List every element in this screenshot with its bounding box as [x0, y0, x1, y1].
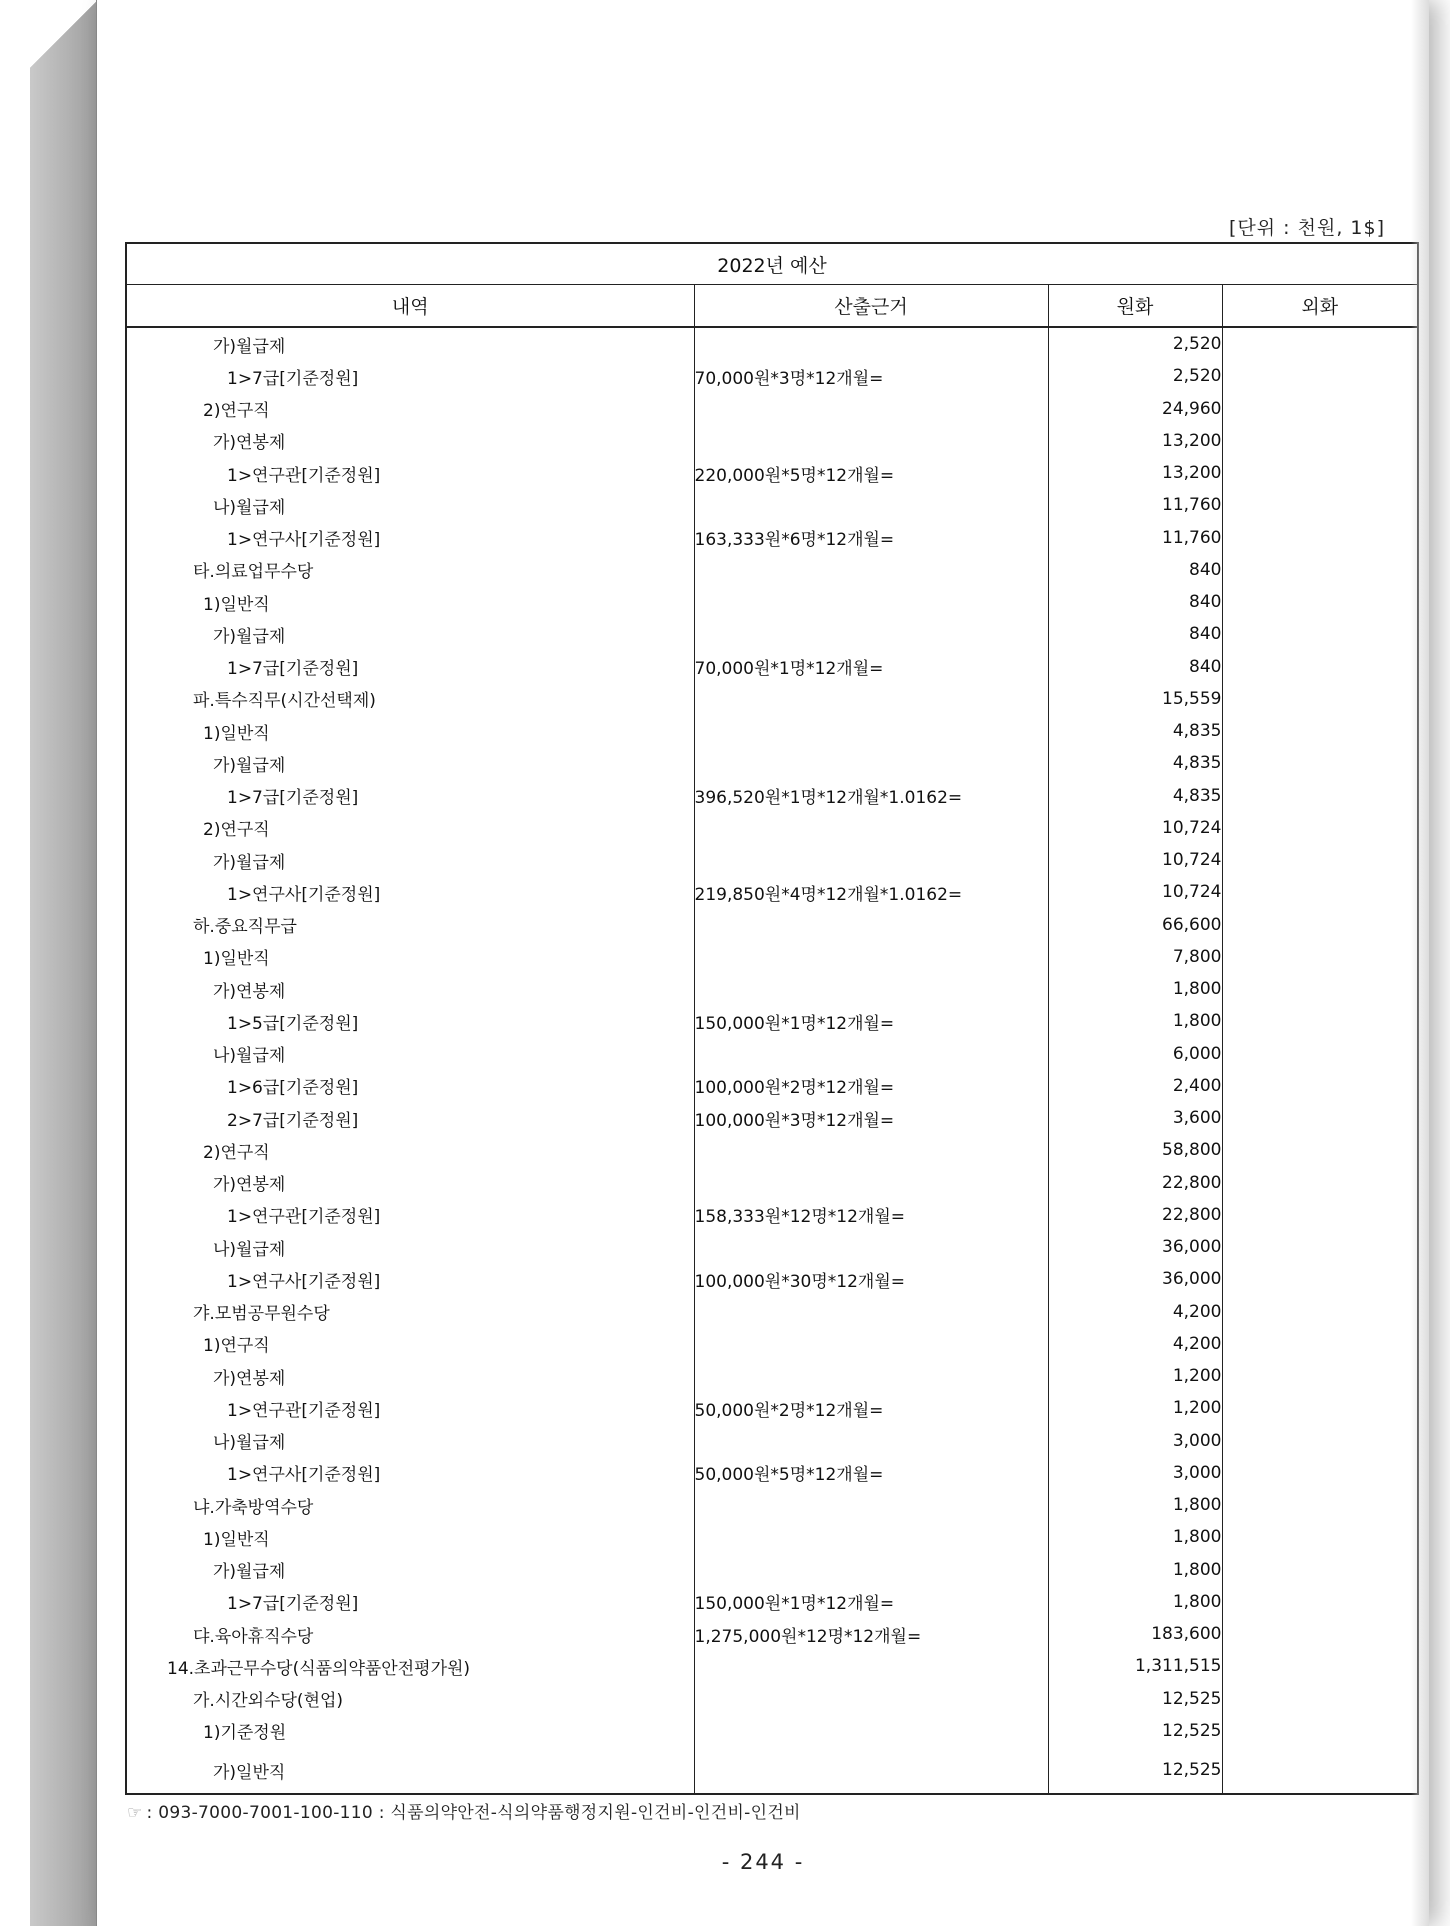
table-row — [126, 812, 1418, 844]
row-foreign — [1222, 651, 1418, 683]
row-krw: 3,600 — [1048, 1102, 1222, 1134]
row-desc: 1>연구관[기준정원] — [126, 457, 694, 489]
table-row — [126, 747, 1418, 779]
row-basis — [694, 941, 1048, 973]
table-row — [126, 1005, 1418, 1037]
table-row — [126, 941, 1418, 973]
row-basis — [694, 1747, 1048, 1794]
row-desc: 1)일반직 — [126, 1521, 694, 1553]
row-krw: 1,200 — [1048, 1392, 1222, 1424]
row-basis — [694, 1489, 1048, 1521]
row-krw: 24,960 — [1048, 393, 1222, 425]
row-krw: 7,800 — [1048, 941, 1222, 973]
row-krw: 3,000 — [1048, 1457, 1222, 1489]
row-desc: 가.시간외수당(현업) — [126, 1683, 694, 1715]
book-spine — [30, 0, 96, 1926]
row-basis: 396,520원*1명*12개월*1.0162= — [694, 780, 1048, 812]
row-krw: 4,835 — [1048, 715, 1222, 747]
row-foreign — [1222, 489, 1418, 521]
row-basis: 100,000원*2명*12개월= — [694, 1070, 1048, 1102]
table-row — [126, 1199, 1418, 1231]
row-foreign — [1222, 1521, 1418, 1553]
row-krw: 10,724 — [1048, 876, 1222, 908]
table-row — [126, 1747, 1418, 1794]
row-krw: 3,000 — [1048, 1425, 1222, 1457]
row-krw: 1,311,515 — [1048, 1650, 1222, 1682]
table-header-row — [126, 285, 1418, 328]
table-row — [126, 457, 1418, 489]
row-foreign — [1222, 1070, 1418, 1102]
row-basis — [694, 1650, 1048, 1682]
row-krw: 10,724 — [1048, 844, 1222, 876]
table-row — [126, 1618, 1418, 1650]
row-desc: 1>7급[기준정원] — [126, 360, 694, 392]
row-foreign — [1222, 683, 1418, 715]
row-desc: 가)연봉제 — [126, 425, 694, 457]
table-row — [126, 327, 1418, 360]
row-krw: 15,559 — [1048, 683, 1222, 715]
row-desc: 댜.육아휴직수당 — [126, 1618, 694, 1650]
row-foreign — [1222, 1650, 1418, 1682]
row-basis: 100,000원*3명*12개월= — [694, 1102, 1048, 1134]
row-basis: 50,000원*5명*12개월= — [694, 1457, 1048, 1489]
row-krw: 13,200 — [1048, 457, 1222, 489]
row-basis: 50,000원*2명*12개월= — [694, 1392, 1048, 1424]
row-krw: 11,760 — [1048, 522, 1222, 554]
row-desc: 1>7급[기준정원] — [126, 1586, 694, 1618]
row-basis — [694, 1231, 1048, 1263]
row-basis — [694, 1425, 1048, 1457]
row-krw: 1,800 — [1048, 973, 1222, 1005]
row-basis — [694, 844, 1048, 876]
row-foreign — [1222, 876, 1418, 908]
row-krw: 66,600 — [1048, 909, 1222, 941]
table-row — [126, 1457, 1418, 1489]
row-desc: 나)월급제 — [126, 1038, 694, 1070]
table-row — [126, 1554, 1418, 1586]
row-foreign — [1222, 1618, 1418, 1650]
table-row — [126, 1296, 1418, 1328]
row-foreign — [1222, 909, 1418, 941]
table-row — [126, 1683, 1418, 1715]
table-row — [126, 1650, 1418, 1682]
page-number: - 244 - — [721, 1850, 805, 1874]
row-foreign — [1222, 1167, 1418, 1199]
row-foreign — [1222, 554, 1418, 586]
row-desc: 갸.모범공무원수당 — [126, 1296, 694, 1328]
table-row — [126, 554, 1418, 586]
table-row — [126, 1489, 1418, 1521]
row-foreign — [1222, 1554, 1418, 1586]
row-krw: 2,520 — [1048, 360, 1222, 392]
table-row — [126, 1360, 1418, 1392]
row-basis — [694, 1328, 1048, 1360]
row-foreign — [1222, 1134, 1418, 1166]
row-desc: 가)월급제 — [126, 844, 694, 876]
row-foreign — [1222, 360, 1418, 392]
row-foreign — [1222, 522, 1418, 554]
row-basis: 163,333원*6명*12개월= — [694, 522, 1048, 554]
row-krw: 1,200 — [1048, 1360, 1222, 1392]
row-desc: 가)월급제 — [126, 618, 694, 650]
row-desc: 1)일반직 — [126, 941, 694, 973]
table-row — [126, 522, 1418, 554]
row-foreign — [1222, 1199, 1418, 1231]
row-desc: 파.특수직무(시간선택제) — [126, 683, 694, 715]
row-krw: 11,760 — [1048, 489, 1222, 521]
table-row — [126, 393, 1418, 425]
row-desc: 가)월급제 — [126, 327, 694, 360]
table-row — [126, 586, 1418, 618]
row-basis — [694, 747, 1048, 779]
row-foreign — [1222, 1231, 1418, 1263]
row-basis — [694, 327, 1048, 360]
table-row — [126, 780, 1418, 812]
table-row — [126, 1167, 1418, 1199]
row-basis: 219,850원*4명*12개월*1.0162= — [694, 876, 1048, 908]
row-foreign — [1222, 1715, 1418, 1747]
table-row — [126, 683, 1418, 715]
row-krw: 2,400 — [1048, 1070, 1222, 1102]
row-desc: 2>7급[기준정원] — [126, 1102, 694, 1134]
row-krw: 22,800 — [1048, 1167, 1222, 1199]
row-foreign — [1222, 1038, 1418, 1070]
table-row — [126, 1038, 1418, 1070]
row-foreign — [1222, 1457, 1418, 1489]
table-row — [126, 1134, 1418, 1166]
row-desc: 나)월급제 — [126, 489, 694, 521]
row-basis: 150,000원*1명*12개월= — [694, 1005, 1048, 1037]
row-basis — [694, 1360, 1048, 1392]
row-basis — [694, 715, 1048, 747]
row-foreign — [1222, 327, 1418, 360]
pointing-hand-icon: ☞ — [127, 1803, 143, 1823]
row-basis — [694, 586, 1048, 618]
row-desc: 타.의료업무수당 — [126, 554, 694, 586]
row-krw: 1,800 — [1048, 1554, 1222, 1586]
row-desc: 가)연봉제 — [126, 1167, 694, 1199]
row-foreign — [1222, 393, 1418, 425]
row-krw: 58,800 — [1048, 1134, 1222, 1166]
row-basis — [694, 1521, 1048, 1553]
row-desc: 가)일반직 — [126, 1747, 694, 1794]
document-page — [96, 0, 1429, 1926]
row-krw: 840 — [1048, 586, 1222, 618]
table-row — [126, 360, 1418, 392]
row-desc: 1)일반직 — [126, 715, 694, 747]
row-desc: 1>연구관[기준정원] — [126, 1199, 694, 1231]
row-desc: 1>5급[기준정원] — [126, 1005, 694, 1037]
table-row — [126, 876, 1418, 908]
row-foreign — [1222, 973, 1418, 1005]
table-row — [126, 618, 1418, 650]
row-basis — [694, 812, 1048, 844]
row-basis: 70,000원*3명*12개월= — [694, 360, 1048, 392]
budget-table — [125, 242, 1419, 1795]
row-desc: 2)연구직 — [126, 393, 694, 425]
table-row — [126, 1231, 1418, 1263]
row-foreign — [1222, 1360, 1418, 1392]
row-krw: 36,000 — [1048, 1263, 1222, 1295]
row-krw: 4,835 — [1048, 780, 1222, 812]
footnote-text: : 093-7000-7001-100-110 : 식품의약안전-식의약품행정지원-인건비-인건비-인건비 — [146, 1803, 801, 1823]
row-desc: 1>연구사[기준정원] — [126, 1263, 694, 1295]
row-desc: 1>6급[기준정원] — [126, 1070, 694, 1102]
row-foreign — [1222, 844, 1418, 876]
row-basis — [694, 1167, 1048, 1199]
row-krw: 840 — [1048, 618, 1222, 650]
row-desc: 1)일반직 — [126, 586, 694, 618]
row-basis: 150,000원*1명*12개월= — [694, 1586, 1048, 1618]
row-krw: 36,000 — [1048, 1231, 1222, 1263]
row-desc: 2)연구직 — [126, 812, 694, 844]
row-desc: 냐.가축방역수당 — [126, 1489, 694, 1521]
row-krw: 12,525 — [1048, 1715, 1222, 1747]
row-foreign — [1222, 457, 1418, 489]
row-foreign — [1222, 1489, 1418, 1521]
table-row — [126, 1586, 1418, 1618]
row-foreign — [1222, 1296, 1418, 1328]
table-row — [126, 844, 1418, 876]
row-foreign — [1222, 1392, 1418, 1424]
row-basis — [694, 909, 1048, 941]
row-krw: 1,800 — [1048, 1586, 1222, 1618]
row-foreign — [1222, 747, 1418, 779]
row-foreign — [1222, 425, 1418, 457]
row-desc: 14.초과근무수당(식품의약품안전평가원) — [126, 1650, 694, 1682]
table-row — [126, 1521, 1418, 1553]
row-krw: 12,525 — [1048, 1747, 1222, 1794]
row-basis — [694, 425, 1048, 457]
row-desc: 1>연구사[기준정원] — [126, 876, 694, 908]
row-krw: 4,200 — [1048, 1296, 1222, 1328]
row-krw: 4,200 — [1048, 1328, 1222, 1360]
row-foreign — [1222, 1005, 1418, 1037]
row-basis — [694, 1038, 1048, 1070]
row-foreign — [1222, 586, 1418, 618]
unit-label: [단위 : 천원, 1$] — [1229, 217, 1385, 239]
row-desc: 2)연구직 — [126, 1134, 694, 1166]
table-title-row — [126, 243, 1418, 285]
row-foreign — [1222, 1328, 1418, 1360]
row-basis — [694, 393, 1048, 425]
table-row — [126, 489, 1418, 521]
row-desc: 1>연구관[기준정원] — [126, 1392, 694, 1424]
row-desc: 하.중요직무급 — [126, 909, 694, 941]
table-row — [126, 1425, 1418, 1457]
row-basis — [694, 489, 1048, 521]
row-basis — [694, 1134, 1048, 1166]
table-row — [126, 1328, 1418, 1360]
column-header-foreign: 외화 — [1222, 285, 1418, 328]
row-basis — [694, 683, 1048, 715]
row-basis: 70,000원*1명*12개월= — [694, 651, 1048, 683]
row-krw: 4,835 — [1048, 747, 1222, 779]
row-krw: 840 — [1048, 554, 1222, 586]
row-foreign — [1222, 812, 1418, 844]
row-krw: 10,724 — [1048, 812, 1222, 844]
row-basis — [694, 618, 1048, 650]
row-desc: 가)연봉제 — [126, 973, 694, 1005]
table-row — [126, 1263, 1418, 1295]
row-desc: 1>연구사[기준정원] — [126, 522, 694, 554]
row-basis — [694, 554, 1048, 586]
table-body — [126, 327, 1418, 1794]
row-foreign — [1222, 1102, 1418, 1134]
row-foreign — [1222, 715, 1418, 747]
row-krw: 1,800 — [1048, 1489, 1222, 1521]
row-krw: 13,200 — [1048, 425, 1222, 457]
row-desc: 1>연구사[기준정원] — [126, 1457, 694, 1489]
table-row — [126, 425, 1418, 457]
table-row — [126, 973, 1418, 1005]
row-desc: 나)월급제 — [126, 1425, 694, 1457]
row-desc: 나)월급제 — [126, 1231, 694, 1263]
row-foreign — [1222, 1263, 1418, 1295]
table-row — [126, 1715, 1418, 1747]
row-basis — [694, 1715, 1048, 1747]
row-foreign — [1222, 1586, 1418, 1618]
table-title: 2022년 예산 — [126, 243, 1418, 285]
row-desc: 가)월급제 — [126, 747, 694, 779]
row-basis — [694, 1296, 1048, 1328]
row-desc: 가)연봉제 — [126, 1360, 694, 1392]
column-header-basis: 산출근거 — [694, 285, 1048, 328]
row-foreign — [1222, 1747, 1418, 1794]
row-foreign — [1222, 1683, 1418, 1715]
row-desc: 1>7급[기준정원] — [126, 780, 694, 812]
row-foreign — [1222, 1425, 1418, 1457]
row-krw: 6,000 — [1048, 1038, 1222, 1070]
row-krw: 12,525 — [1048, 1683, 1222, 1715]
row-desc: 가)월급제 — [126, 1554, 694, 1586]
row-basis — [694, 1554, 1048, 1586]
row-desc: 1>7급[기준정원] — [126, 651, 694, 683]
table-row — [126, 651, 1418, 683]
column-header-krw: 원화 — [1048, 285, 1222, 328]
row-krw: 2,520 — [1048, 327, 1222, 360]
row-desc: 1)연구직 — [126, 1328, 694, 1360]
table-row — [126, 1102, 1418, 1134]
row-foreign — [1222, 780, 1418, 812]
table-row — [126, 1392, 1418, 1424]
table-row — [126, 1070, 1418, 1102]
row-basis: 1,275,000원*12명*12개월= — [694, 1618, 1048, 1650]
row-basis: 158,333원*12명*12개월= — [694, 1199, 1048, 1231]
footnote — [127, 1798, 801, 1823]
column-header-desc: 내역 — [126, 285, 694, 328]
row-krw: 1,800 — [1048, 1005, 1222, 1037]
row-foreign — [1222, 618, 1418, 650]
row-krw: 840 — [1048, 651, 1222, 683]
row-krw: 1,800 — [1048, 1521, 1222, 1553]
row-basis — [694, 973, 1048, 1005]
row-desc: 1)기준정원 — [126, 1715, 694, 1747]
row-basis: 100,000원*30명*12개월= — [694, 1263, 1048, 1295]
table-row — [126, 909, 1418, 941]
row-basis — [694, 1683, 1048, 1715]
table-row — [126, 715, 1418, 747]
row-krw: 183,600 — [1048, 1618, 1222, 1650]
row-krw: 22,800 — [1048, 1199, 1222, 1231]
row-foreign — [1222, 941, 1418, 973]
row-basis: 220,000원*5명*12개월= — [694, 457, 1048, 489]
